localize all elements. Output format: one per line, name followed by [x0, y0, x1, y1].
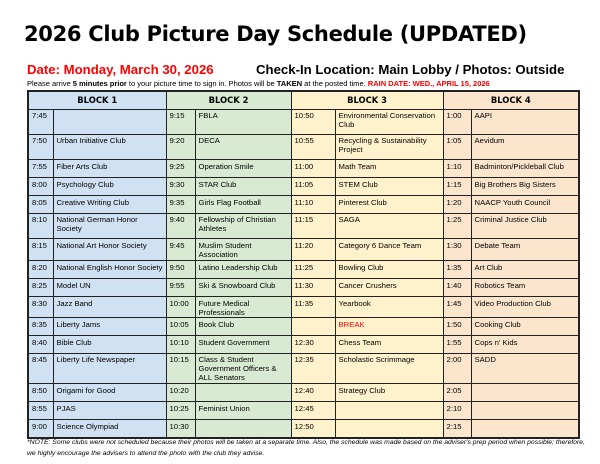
time-cell: 8:30: [28, 296, 53, 318]
time-cell: 10:50: [291, 110, 335, 135]
club-cell: Bowling Club: [335, 260, 443, 278]
time-cell: 1:40: [443, 278, 471, 296]
time-cell: 11:10: [291, 196, 335, 214]
club-cell: Cops n' Kids: [471, 336, 579, 354]
table-row: [28, 383, 579, 401]
time-cell: 9:55: [166, 278, 195, 296]
club-cell: Chess Team: [335, 336, 443, 354]
club-cell: SAGA: [335, 214, 443, 239]
club-cell: Badminton/Pickleball Club: [471, 160, 579, 178]
time-cell: 1:55: [443, 336, 471, 354]
table-row: [28, 296, 579, 318]
time-cell: 10:15: [166, 354, 195, 384]
time-cell: 8:25: [28, 278, 53, 296]
time-cell: 9:35: [166, 196, 195, 214]
table-row: [28, 160, 579, 178]
time-cell: 1:50: [443, 318, 471, 336]
time-cell: 11:20: [291, 239, 335, 261]
club-cell: Big Brothers Big Sisters: [471, 178, 579, 196]
time-cell: 2:05: [443, 383, 471, 401]
time-cell: 11:15: [291, 214, 335, 239]
club-cell: Aevidum: [471, 135, 579, 160]
table-row: [28, 419, 579, 438]
time-cell: 10:30: [166, 419, 195, 438]
checkin-location: Check-In Location: Main Lobby / Photos: Outside: [256, 62, 565, 77]
club-cell: Scholastic Scrimmage: [335, 354, 443, 384]
club-cell: Robotics Team: [471, 278, 579, 296]
time-cell: 8:15: [28, 239, 53, 261]
time-cell: 7:50: [28, 135, 53, 160]
club-cell: [471, 383, 579, 401]
schedule-body: [28, 110, 579, 438]
club-cell: Criminal Justice Club: [471, 214, 579, 239]
club-cell: Fiber Arts Club: [53, 160, 166, 178]
time-cell: 1:30: [443, 239, 471, 261]
club-cell: [53, 110, 166, 135]
club-cell: Jazz Band: [53, 296, 166, 318]
time-cell: 10:25: [166, 401, 195, 419]
club-cell: SADD: [471, 354, 579, 384]
time-cell: 8:50: [28, 383, 53, 401]
club-cell: Fellowship of Christian Athletes: [195, 214, 291, 239]
club-cell: Creative Writing Club: [53, 196, 166, 214]
time-cell: 1:20: [443, 196, 471, 214]
club-cell: National Art Honor Society: [53, 239, 166, 261]
club-cell: Strategy Club: [335, 383, 443, 401]
time-cell: 9:20: [166, 135, 195, 160]
table-row: [28, 260, 579, 278]
block-3-header: BLOCK 3: [291, 91, 443, 110]
time-cell: 9:25: [166, 160, 195, 178]
rain-date: RAIN DATE: WED., APRIL 15, 2026: [367, 79, 490, 88]
time-cell: 8:00: [28, 178, 53, 196]
club-cell: PJAS: [53, 401, 166, 419]
time-cell: 11:00: [291, 160, 335, 178]
time-cell: 12:30: [291, 336, 335, 354]
time-cell: 11:35: [291, 296, 335, 318]
club-cell: [195, 383, 291, 401]
table-row: [28, 278, 579, 296]
table-row: [28, 239, 579, 261]
notice-emphasis: TAKEN: [276, 79, 303, 88]
club-cell: NAACP Youth Council: [471, 196, 579, 214]
club-cell: DECA: [195, 135, 291, 160]
time-cell: 1:35: [443, 260, 471, 278]
club-cell: Bible Club: [53, 336, 166, 354]
event-date: Date: Monday, March 30, 2026: [27, 62, 214, 77]
time-cell: 11:05: [291, 178, 335, 196]
club-cell: FBLA: [195, 110, 291, 135]
time-cell: 12:40: [291, 383, 335, 401]
club-cell: Operation Smile: [195, 160, 291, 178]
notice-emphasis: 5 minutes prior: [72, 79, 127, 88]
time-cell: 1:45: [443, 296, 471, 318]
club-cell: Origami for Good: [53, 383, 166, 401]
time-cell: 12:50: [291, 419, 335, 438]
time-cell: 10:05: [166, 318, 195, 336]
club-cell: Debate Team: [471, 239, 579, 261]
club-cell: Recycling & Sustainability Project: [335, 135, 443, 160]
club-cell: Liberty Life Newspaper: [53, 354, 166, 384]
table-row: [28, 354, 579, 384]
club-cell: Student Government: [195, 336, 291, 354]
time-cell: 8:20: [28, 260, 53, 278]
time-cell: 1:00: [443, 110, 471, 135]
club-cell: National German Honor Society: [53, 214, 166, 239]
block-2-header: BLOCK 2: [166, 91, 291, 110]
block-header-row: [28, 91, 579, 110]
club-cell: Pinterest Club: [335, 196, 443, 214]
club-cell: Latino Leadership Club: [195, 260, 291, 278]
club-cell: [471, 401, 579, 419]
club-cell: AAPI: [471, 110, 579, 135]
club-cell: Girls Flag Football: [195, 196, 291, 214]
club-cell: [335, 419, 443, 438]
club-cell: STEM Club: [335, 178, 443, 196]
club-cell: Feminist Union: [195, 401, 291, 419]
time-cell: 9:00: [28, 419, 53, 438]
block-4-header: BLOCK 4: [443, 91, 579, 110]
table-row: [28, 178, 579, 196]
notice-text: to your picture time to sign in. Photos will be: [126, 79, 277, 88]
time-cell: 8:05: [28, 196, 53, 214]
club-cell: Class & Student Government Officers & ALL Senators: [195, 354, 291, 384]
arrival-notice: [27, 79, 490, 88]
footnote: *NOTE: Some clubs were not scheduled because their photos will be taken at a separate time. Also, the schedule was made based on the adviser's prep period when possible; therefore, we highly encourage the advisers to attend the photo with the club they advise.: [27, 439, 585, 457]
time-cell: 11:30: [291, 278, 335, 296]
club-cell: Future Medical Professionals: [195, 296, 291, 318]
break-cell: BREAK: [335, 318, 443, 336]
club-cell: Urban Initiative Club: [53, 135, 166, 160]
club-cell: Liberty Jams: [53, 318, 166, 336]
block-1-header: BLOCK 1: [28, 91, 166, 110]
time-cell: 2:00: [443, 354, 471, 384]
notice-text: at the posted time.: [302, 79, 368, 88]
club-cell: Muslim Student Association: [195, 239, 291, 261]
club-cell: Cooking Club: [471, 318, 579, 336]
club-cell: Psychology Club: [53, 178, 166, 196]
table-row: [28, 196, 579, 214]
club-cell: Book Club: [195, 318, 291, 336]
time-cell: 8:55: [28, 401, 53, 419]
club-cell: Model UN: [53, 278, 166, 296]
club-cell: Yearbook: [335, 296, 443, 318]
club-cell: STAR Club: [195, 178, 291, 196]
time-cell: 8:35: [28, 318, 53, 336]
time-cell: 12:45: [291, 401, 335, 419]
club-cell: National English Honor Society: [53, 260, 166, 278]
time-cell: 1:10: [443, 160, 471, 178]
time-cell: 9:50: [166, 260, 195, 278]
time-cell: 11:25: [291, 260, 335, 278]
time-cell: 8:10: [28, 214, 53, 239]
time-cell: 1:15: [443, 178, 471, 196]
table-row: [28, 110, 579, 135]
notice-text: Please arrive: [27, 79, 73, 88]
club-cell: Ski & Snowboard Club: [195, 278, 291, 296]
time-cell: 7:55: [28, 160, 53, 178]
schedule-table: [27, 90, 580, 439]
table-row: [28, 135, 579, 160]
club-cell: Cancer Crushers: [335, 278, 443, 296]
subheader: [27, 62, 565, 77]
club-cell: [195, 419, 291, 438]
table-row: [28, 401, 579, 419]
time-cell: 10:10: [166, 336, 195, 354]
time-cell: 9:15: [166, 110, 195, 135]
time-cell: 9:45: [166, 239, 195, 261]
time-cell: 2:15: [443, 419, 471, 438]
time-cell: 9:30: [166, 178, 195, 196]
club-cell: Environmental Conservation Club: [335, 110, 443, 135]
club-cell: Video Production Club: [471, 296, 579, 318]
table-row: [28, 336, 579, 354]
time-cell: 9:40: [166, 214, 195, 239]
table-row: [28, 214, 579, 239]
time-cell: 1:25: [443, 214, 471, 239]
time-cell: [291, 318, 335, 336]
club-cell: [335, 401, 443, 419]
time-cell: 10:55: [291, 135, 335, 160]
time-cell: 2:10: [443, 401, 471, 419]
time-cell: 10:20: [166, 383, 195, 401]
time-cell: 10:00: [166, 296, 195, 318]
time-cell: 7:45: [28, 110, 53, 135]
club-cell: Category 6 Dance Team: [335, 239, 443, 261]
table-row: [28, 318, 579, 336]
time-cell: 12:35: [291, 354, 335, 384]
club-cell: Math Team: [335, 160, 443, 178]
club-cell: [471, 419, 579, 438]
time-cell: 8:45: [28, 354, 53, 384]
page-title: 2026 Club Picture Day Schedule (UPDATED): [24, 22, 527, 46]
club-cell: Art Club: [471, 260, 579, 278]
club-cell: Science Olympiad: [53, 419, 166, 438]
time-cell: 1:05: [443, 135, 471, 160]
time-cell: 8:40: [28, 336, 53, 354]
